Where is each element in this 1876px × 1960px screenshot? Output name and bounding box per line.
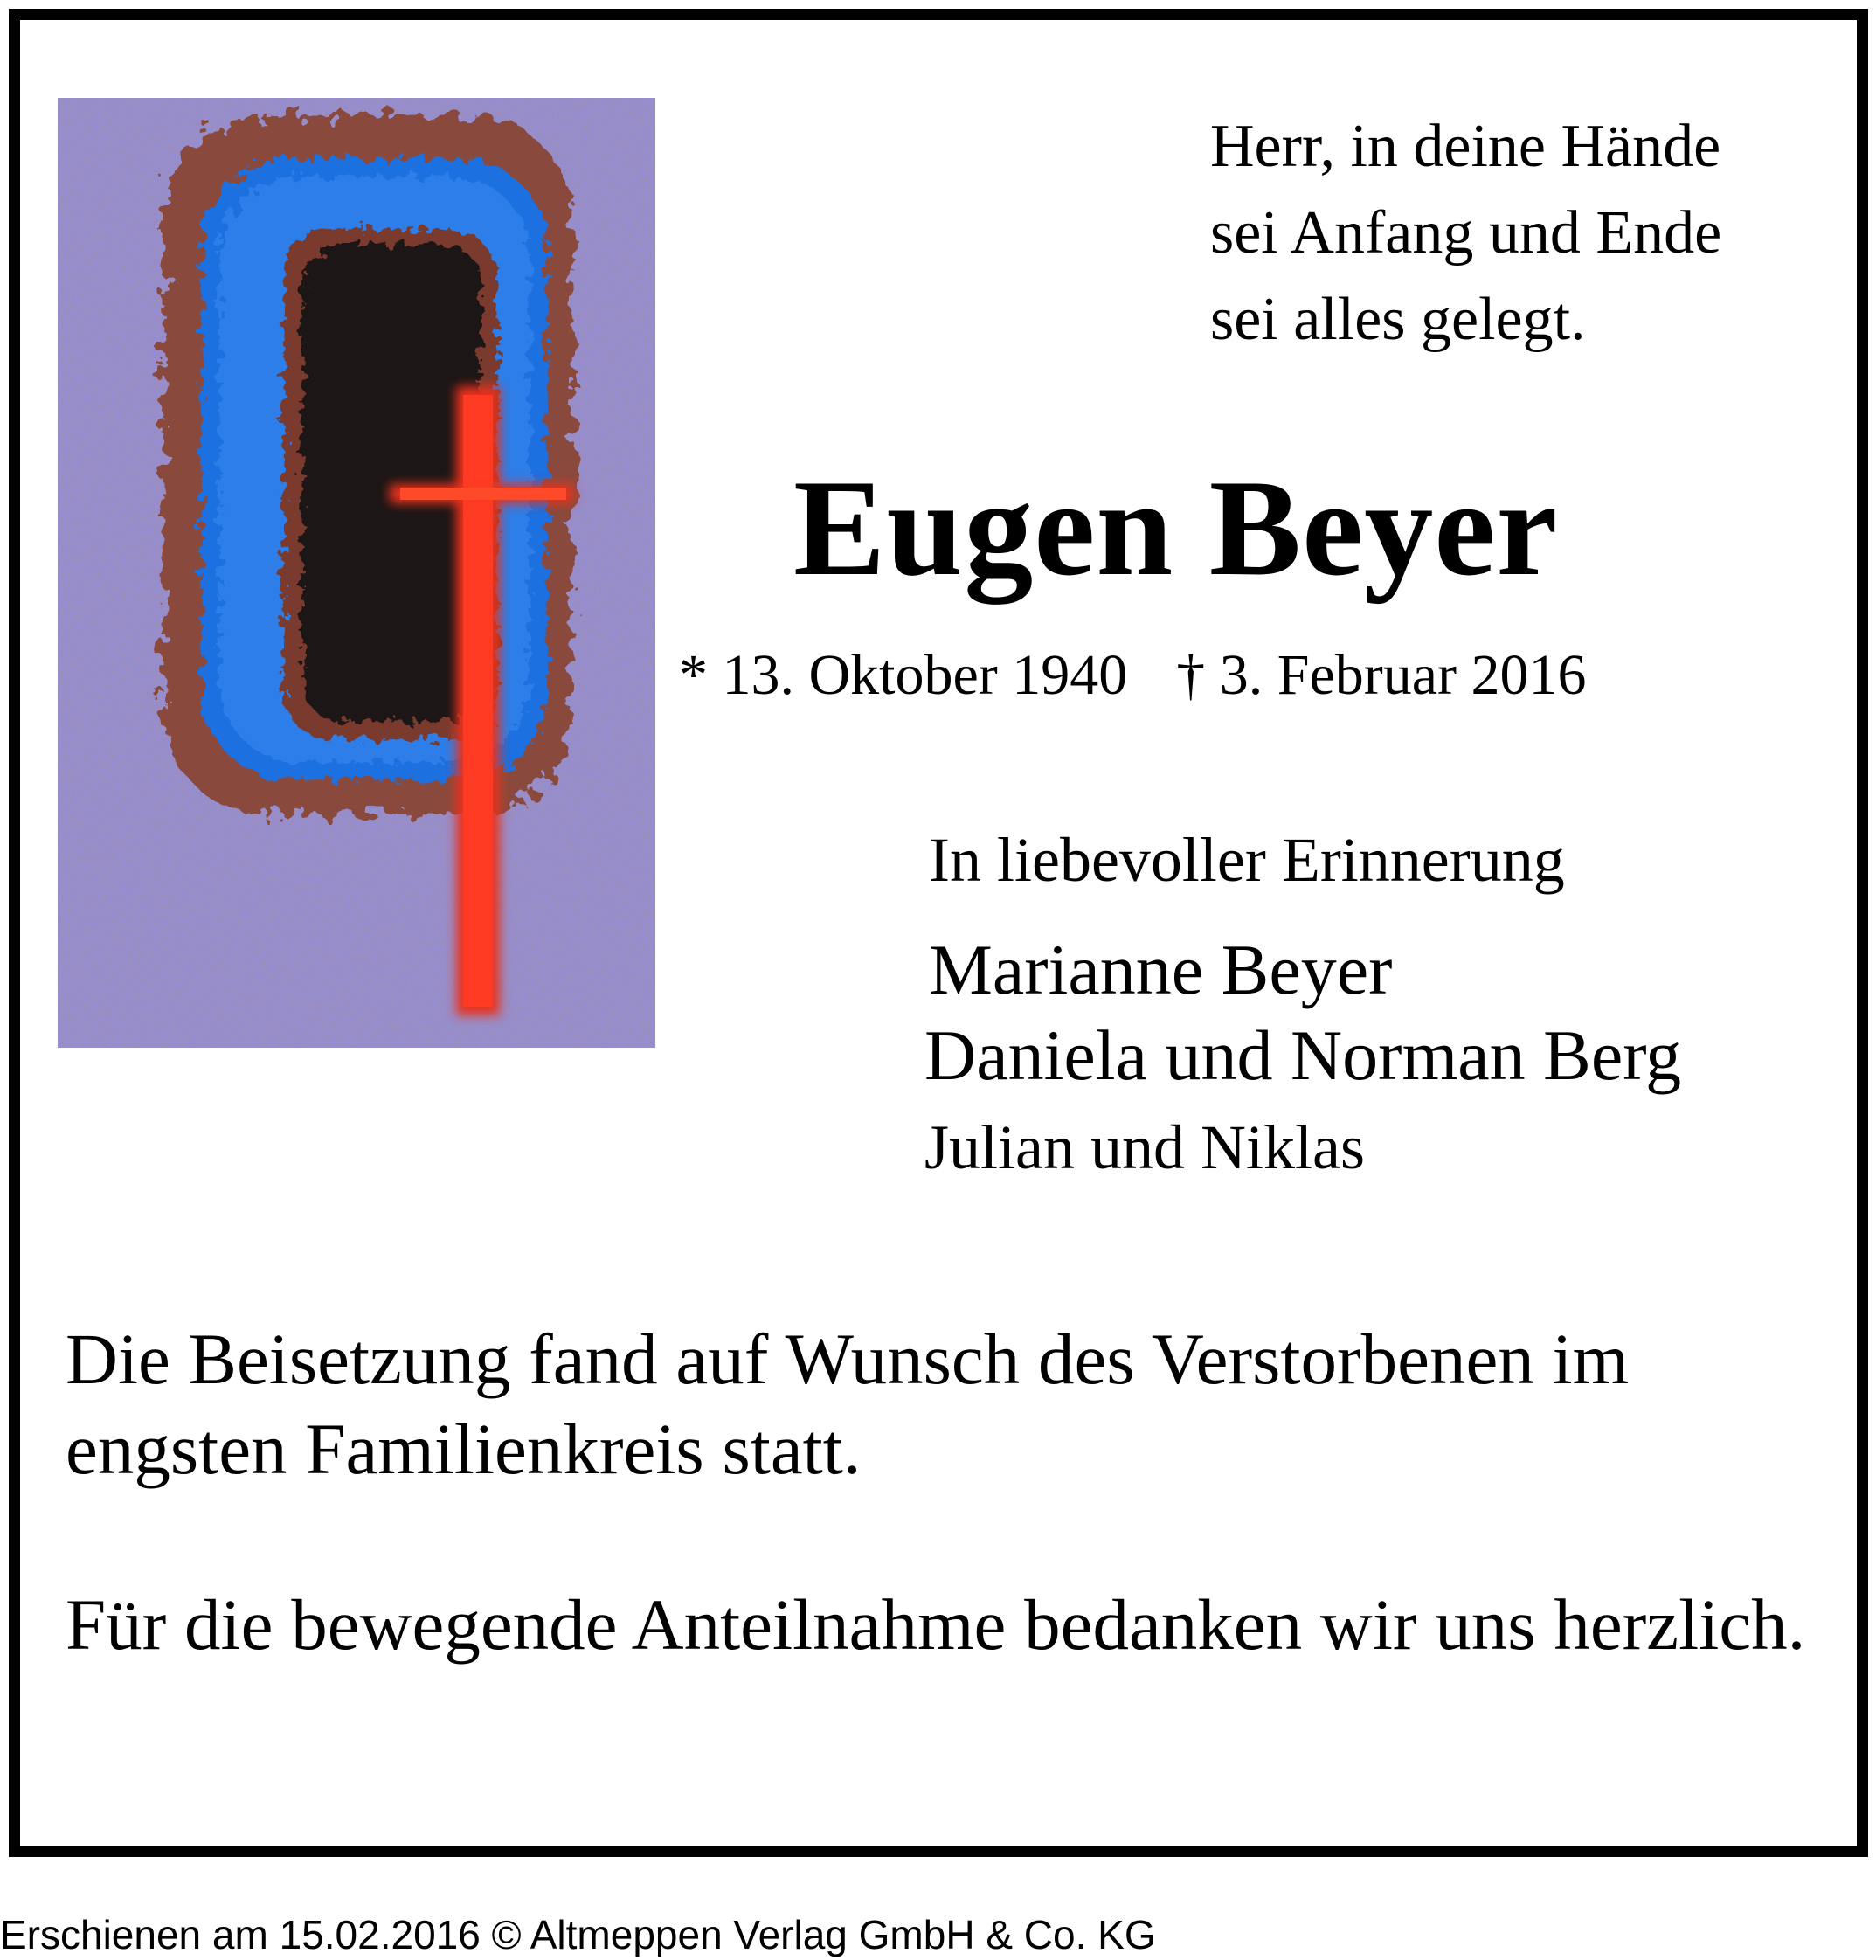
thanks-note: Für die bewegende Anteilnahme bedanken wir uns herzlich. [66,1584,1806,1665]
verse-line: sei Anfang und Ende [1210,199,1722,267]
publication-credit: Erschienen am 15.02.2016 © Altmeppen Verlag GmbH & Co. KG [0,1912,1156,1957]
birth-date: * 13. Oktober 1940 [679,643,1128,707]
burial-note: Die Beisetzung fand auf Wunsch des Verstorbenen im engsten Familienkreis statt. [66,1319,1630,1489]
bible-verse [1210,103,1721,363]
life-dates [679,641,1587,710]
verse-line: sei alles gelegt. [1210,286,1586,353]
verse-line: Herr, in deine Hände [1210,113,1721,180]
mourner-name: Marianne Beyer [929,930,1393,1009]
death-date: † 3. Februar 2016 [1176,643,1587,707]
deceased-name: Eugen Beyer [793,452,1559,605]
memory-line: In liebevoller Erinnerung [929,825,1565,895]
mourner-name: Daniela und Norman Berg [924,1015,1682,1095]
mourner-name: Julian und Niklas [924,1112,1365,1182]
cross-artwork-image [58,98,655,1048]
